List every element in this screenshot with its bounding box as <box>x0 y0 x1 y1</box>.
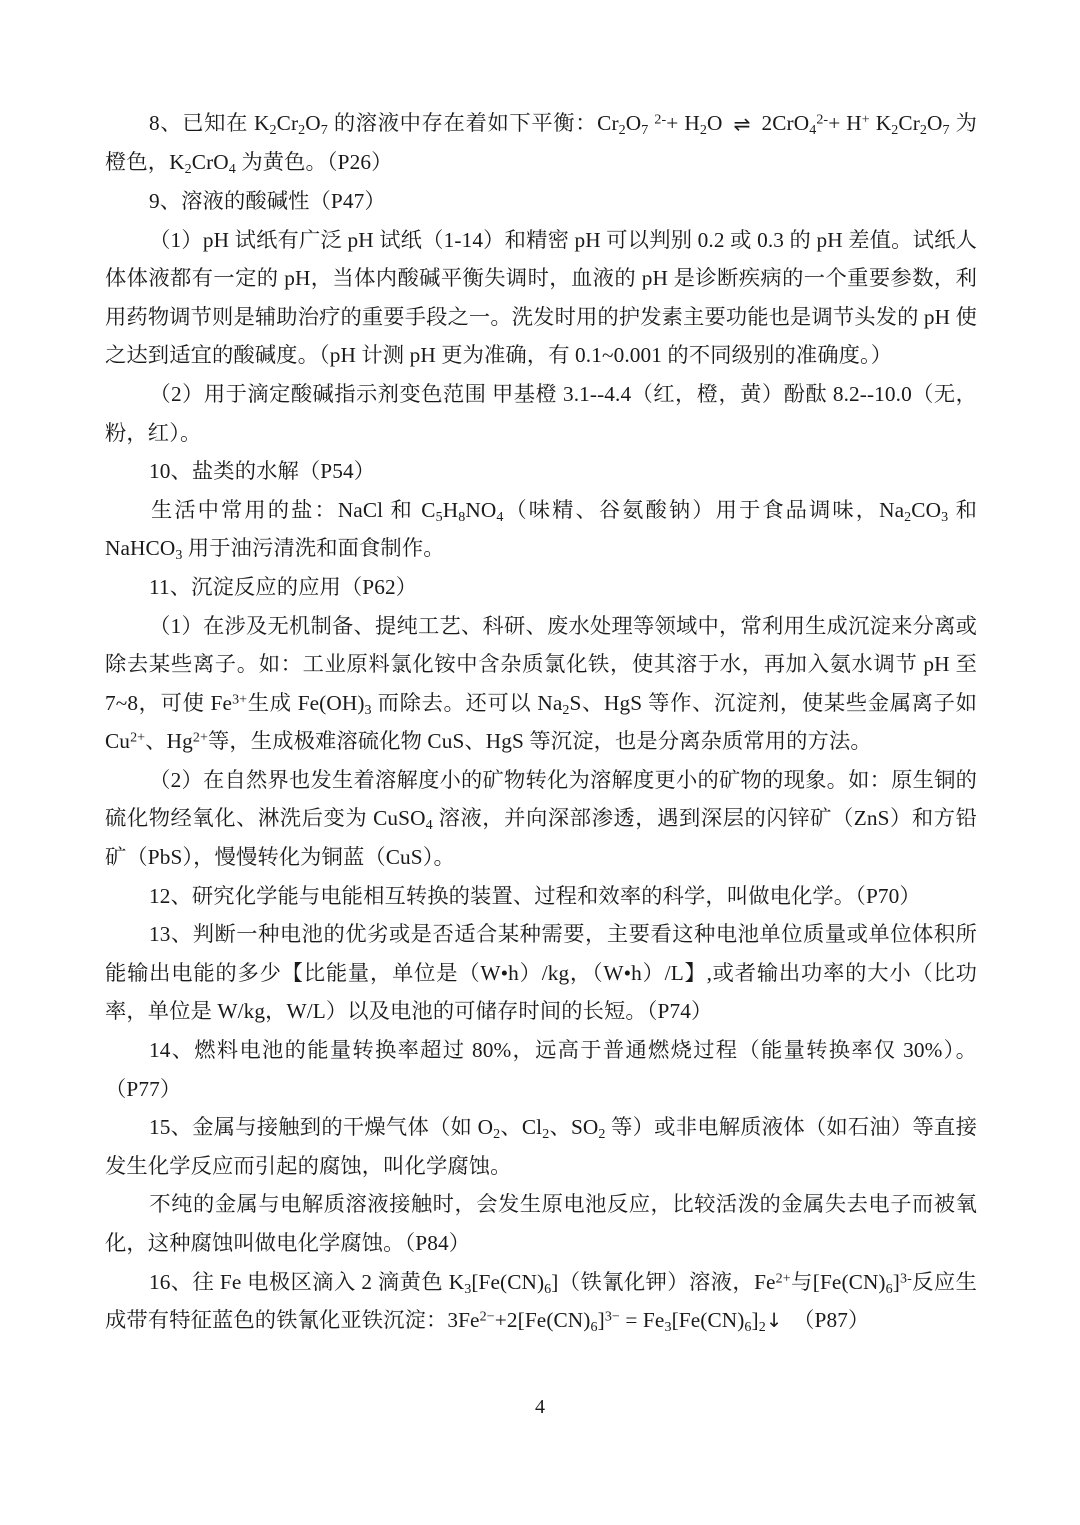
paragraph-item-11-1: （1）在涉及无机制备、提纯工艺、科研、废水处理等领域中，常利用生成沉淀来分离或除去某些离子。如：工业原料氯化铵中含杂质氯化铁，使其溶于水，再加入氨水调节 pH 至 7~8，可使 $Fe^{3+}$生成 $Fe(OH)_3$ 而除去。还可以 $Na_2S$、HgS 等作、沉淀剂，使某些金属离子如 $Cu^{2+}$、$Hg^{2+}$等，生成极难溶硫化物 CuS、HgS 等沉淀，也是分离杂质常用的方法。 <box>105 613 977 754</box>
paragraph-item-10-body: 生活中常用的盐：NaCl 和 $C_5H_8NO_4$（味精、谷氨酸钠）用于食品调味，$Na_2CO_3$ 和 NaHCO$_3$ 用于油污清洗和面食制作。 <box>105 497 977 564</box>
paragraph-item-9: 9、溶液的酸碱性（P47） <box>149 188 386 213</box>
paragraph-item-14: 14、燃料电池的能量转换率超过 80%，远高于普通燃烧过程（能量转换率仅 30%）。（P77） <box>105 1038 977 1101</box>
paragraph-item-16: 16、往 Fe 电极区滴入 2 滴黄色 $K_3[Fe(CN)_6]$（铁氰化钾）溶液，$Fe^{2+}$与$[Fe(CN)_6]^{3-}$反应生成带有特征蓝色的铁氰化亚铁沉淀：$3Fe^{2-}+2[Fe(CN)_6]^{3-}$ = $Fe_3[Fe(CN)_6]_2↓$ （P87） <box>105 1269 977 1336</box>
paragraph-item-10: 10、盐类的水解（P54） <box>149 459 376 484</box>
paragraph-item-12: 12、研究化学能与电能相互转换的装置、过程和效率的科学，叫做电化学。（P70） <box>149 883 921 908</box>
equilibrium-arrow-icon: ⇌ <box>733 111 751 136</box>
paragraph-item-9-1: （1）pH 试纸有广泛 pH 试纸（1-14）和精密 pH 可以判别 0.2 或 0.3 的 pH 差值。试纸人体体液都有一定的 pH，当体内酸碱平衡失调时，血液的 pH 是诊断疾病的一个重要参数，利用药物调节则是辅助治疗的重要手段之一。洗发时用的护发素主要功能也是调节头发的 pH 使之达到适宜的酸碱度。（pH 计测 pH 更为准确，有 0.1~0.001 的不同级别的准确度。） <box>105 227 977 368</box>
page-number: 4 <box>535 1396 545 1418</box>
paragraph-item-8: 8、已知在 $K_2Cr_2O_7$ 的溶液中存在着如下平衡：$Cr_2O_7$ $^{2-}+ H_2O$ ⇌ 2CrO$_4^{2-}$+ H+ $K_2Cr_2O_7$ 为橙色，$K_2CrO_4$ 为黄色。（P26） <box>105 111 977 178</box>
paragraph-item-15: 15、金属与接触到的干燥气体（如 $O_2$、$Cl_2$、$SO_2$ 等）或非电解质液体（如石油）等直接发生化学反应而引起的腐蚀，叫化学腐蚀。 <box>105 1115 977 1178</box>
paragraph-item-11-2: （2）在自然界也发生着溶解度小的矿物转化为溶解度更小的矿物的现象。如：原生铜的硫化物经氧化、淋洗后变为 CuSO$_4$ 溶液，并向深部渗透，遇到深层的闪锌矿（ZnS）和方铅矿（PbS），慢慢转化为铜蓝（CuS）。 <box>105 767 978 870</box>
down-arrow-icon: ↓ <box>765 1309 783 1333</box>
paragraph-item-11: 11、沉淀反应的应用（P62） <box>149 574 418 599</box>
paragraph-item-9-2: （2）用于滴定酸碱指示剂变色范围 甲基橙 3.1--4.4（红，橙，黄）酚酞 8.2--10.0（无，粉，红）。 <box>105 381 977 445</box>
document-text-body <box>105 104 977 1341</box>
paragraph-item-15-body: 不纯的金属与电解质溶液接触时，会发生原电池反应，比较活泼的金属失去电子而被氧化，这种腐蚀叫做电化学腐蚀。（P84） <box>105 1192 977 1256</box>
paragraph-item-13: 13、判断一种电池的优劣或是否适合某种需要，主要看这种电池单位质量或单位体积所能输出电能的多少【比能量，单位是（W•h）/kg，（W•h）/L】,或者输出功率的大小（比功率，单位是 W/kg，W/L）以及电池的可储存时间的长短。（P74） <box>105 922 977 1024</box>
chemical-equation-ferricyanide: $3Fe^{2-}+2[Fe(CN)_6]^{3-}$ = $Fe_3[Fe(CN)_6]_2↓$ <box>447 1308 783 1336</box>
chemical-equation-dichromate: $Cr_2O_7$ $^{2-}+ H_2O$ ⇌ 2CrO$_4^{2-}$+ H+ <box>597 111 870 138</box>
